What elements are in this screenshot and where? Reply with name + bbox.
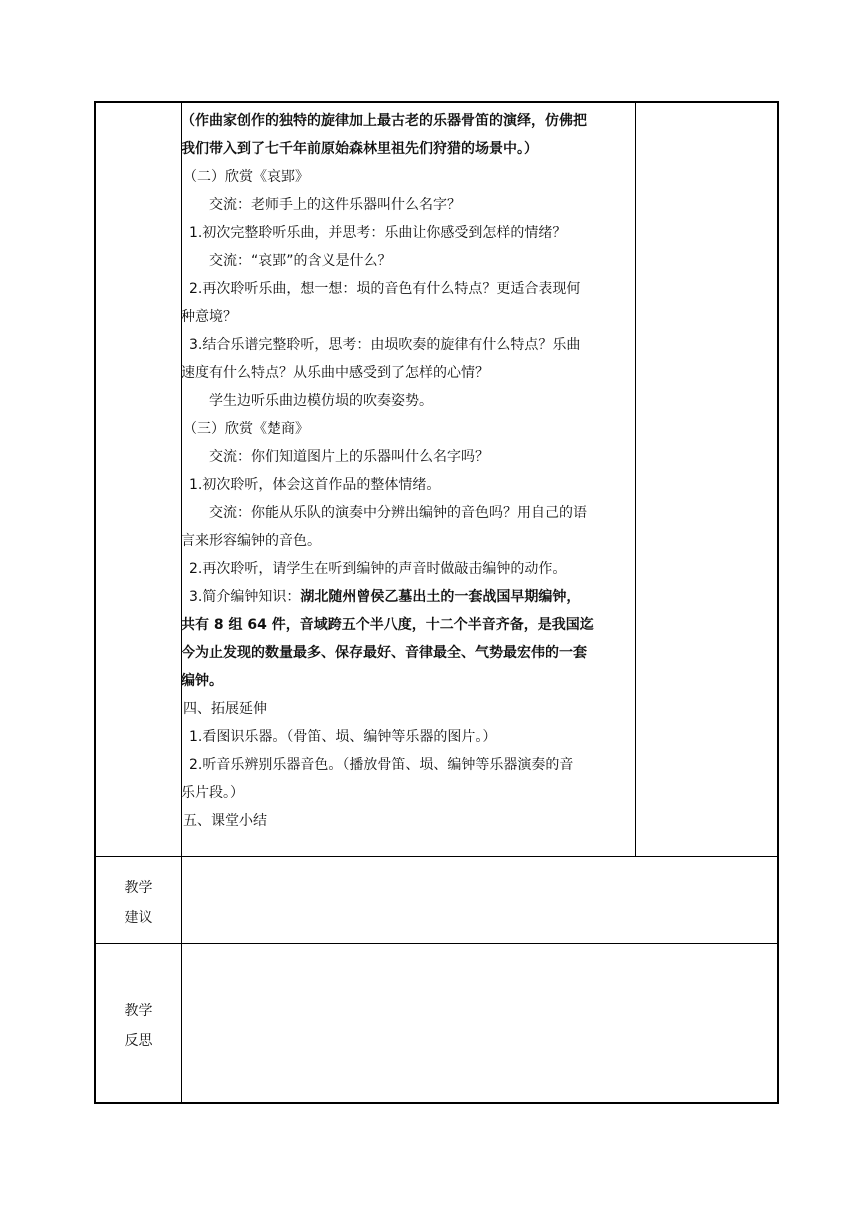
- teaching-suggestion-label: [96, 873, 181, 933]
- content-line: 交流：你能从乐队的演奏中分辨出编钟的音色吗？用自己的语: [209, 505, 587, 521]
- content-line: 交流：“哀郢”的含义是什么？: [209, 253, 392, 269]
- label-line: 建议: [124, 910, 153, 926]
- lesson-content: [181, 107, 731, 860]
- content-line: 1.初次完整聆听乐曲，并思考：乐曲让你感受到怎样的情绪？: [189, 225, 567, 241]
- content-line: [181, 583, 731, 611]
- section-heading: 五、课堂小结: [183, 813, 267, 829]
- content-line: 乐片段。）: [181, 785, 244, 801]
- bianzhong-intro-text: 湖北随州曾侯乙墓出土的一套战国早期编钟，: [300, 589, 581, 605]
- section-heading: 四、拓展延伸: [183, 701, 267, 717]
- content-line: 我们带入到了七千年前原始森林里祖先们狩猎的场景中。）: [181, 141, 538, 157]
- label-line: 教学: [124, 880, 153, 896]
- content-line: 3.结合乐谱完整聆听，思考：由埙吹奏的旋律有什么特点？乐曲: [189, 337, 581, 353]
- teaching-reflection-cell: [182, 944, 777, 1102]
- teaching-suggestion-cell: [182, 857, 777, 943]
- content-line: 1.初次聆听，体会这首作品的整体情绪。: [189, 477, 441, 493]
- section-heading: （三）欣赏《楚商》: [183, 421, 309, 437]
- section-heading: （二）欣赏《哀郢》: [183, 169, 309, 185]
- content-line: 交流：你们知道图片上的乐器叫什么名字吗？: [209, 449, 489, 465]
- bianzhong-intro-label: 3.简介编钟知识：: [189, 589, 301, 605]
- content-line: 速度有什么特点？从乐曲中感受到了怎样的心情？: [181, 365, 489, 381]
- content-line: 言来形容编钟的音色。: [181, 533, 321, 549]
- content-line: 交流：老师手上的这件乐器叫什么名字？: [209, 197, 461, 213]
- content-line: 2.再次聆听乐曲，想一想：埙的音色有什么特点？更适合表现何: [189, 281, 581, 297]
- content-line: 1.看图识乐器。（骨笛、埙、编钟等乐器的图片。）: [189, 729, 497, 745]
- content-line: 2.再次聆听，请学生在听到编钟的声音时做敲击编钟的动作。: [189, 561, 567, 577]
- label-line: 反思: [124, 1033, 153, 1049]
- content-line: 共有 8 组 64 件，音域跨五个半八度，十二个半音齐备，是我国迄: [181, 617, 594, 633]
- lesson-plan-table: [94, 101, 779, 1104]
- teaching-reflection-label: [96, 996, 181, 1056]
- content-line: 2.听音乐辨别乐器音色。（播放骨笛、埙、编钟等乐器演奏的音: [189, 757, 574, 773]
- label-line: 教学: [124, 1003, 153, 1019]
- content-line: 种意境？: [181, 309, 237, 325]
- content-line: 学生边听乐曲边模仿埙的吹奏姿势。: [209, 393, 433, 409]
- content-line: 今为止发现的数量最多、保存最好、音律最全、气势最宏伟的一套: [181, 645, 587, 661]
- content-line: 编钟。: [181, 673, 223, 689]
- content-line: （作曲家创作的独特的旋律加上最古老的乐器骨笛的演绎，仿佛把: [181, 113, 587, 129]
